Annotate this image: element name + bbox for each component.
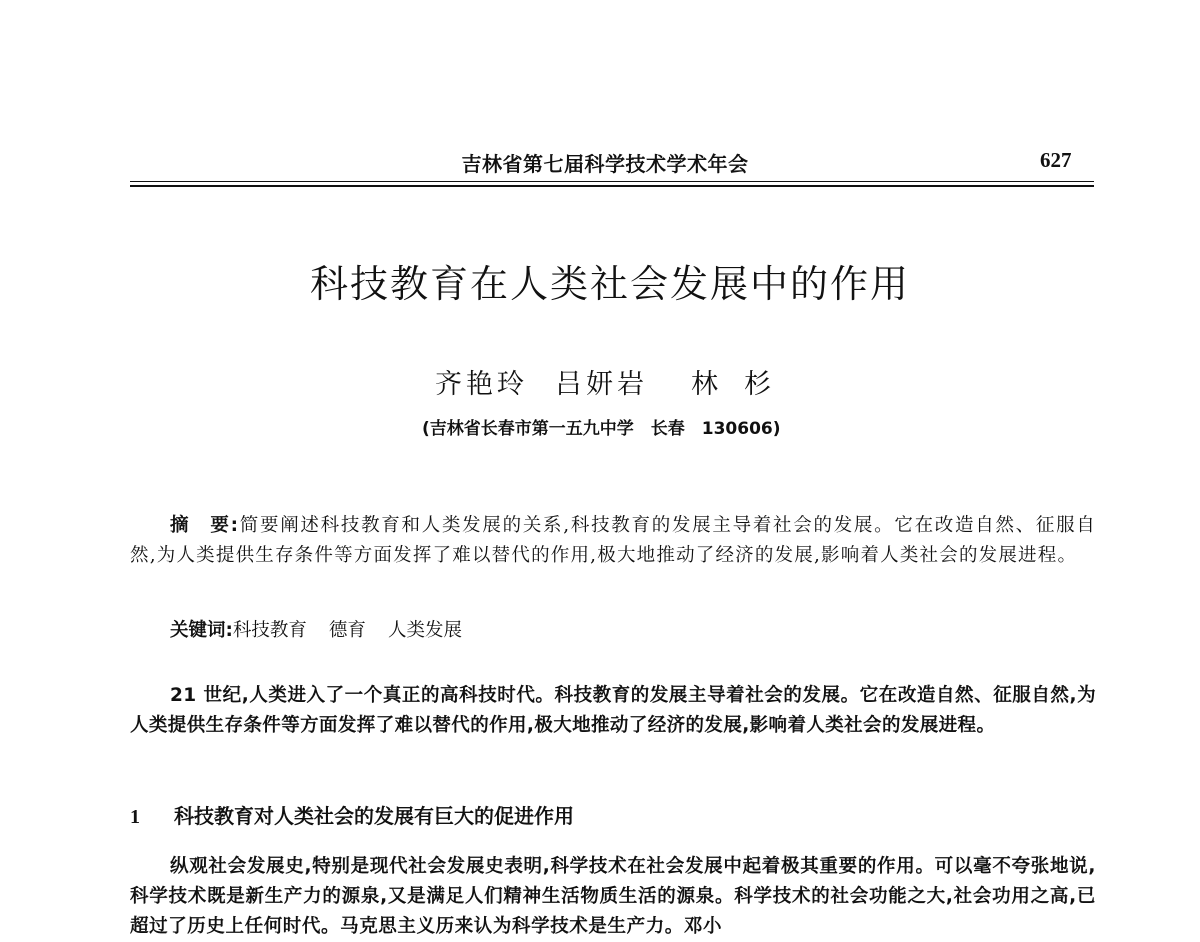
author-name: 林杉	[691, 369, 797, 400]
section-number: 1	[130, 806, 140, 828]
page-number: 627	[1040, 148, 1072, 172]
running-header-title: 吉林省第七届科学技术学术年会	[461, 152, 749, 176]
keyword: 德育	[328, 620, 366, 641]
keyword: 人类发展	[387, 620, 462, 641]
section-heading	[130, 800, 574, 829]
keyword: 科技教育	[232, 620, 307, 641]
abstract-label: 摘 要:	[170, 515, 240, 536]
header-rule-thin	[130, 181, 1094, 182]
abstract-text: 简要阐述科技教育和人类发展的关系,科技教育的发展主导着社会的发展。它在改造自然、征服自然,为人类提供生存条件等方面发挥了难以替代的作用,极大地推动了经济的发展,影响着人类社会的发展进程。	[130, 515, 1097, 566]
keywords-label: 关键词:	[170, 620, 233, 641]
intro-paragraph: 21 世纪,人类进入了一个真正的高科技时代。科技教育的发展主导着社会的发展。它在改造自然、征服自然,为人类提供生存条件等方面发挥了难以替代的作用,极大地推动了经济的发展,影响着人类社会的发展进程。	[130, 685, 1096, 736]
header-rule-thick	[130, 185, 1094, 187]
author-name: 吕妍岩	[555, 369, 648, 400]
keywords	[170, 616, 484, 642]
body-paragraph: 纵观社会发展史,特别是现代社会发展史表明,科学技术在社会发展中起着极其重要的作用。可以毫不夸张地说,科学技术既是新生产力的源泉,又是满足人们精神生活物质生活的源泉。科学技术的社会功能之大,社会功用之高,已超过了历史上任何时代。马克思主义历来认为科学技术是生产力。邓小	[130, 856, 1096, 937]
author-name: 齐艳玲	[435, 369, 528, 400]
paper-title: 科技教育在人类社会发展中的作用	[309, 262, 910, 306]
section-title: 科技教育对人类社会的发展有巨大的促进作用	[174, 804, 574, 828]
abstract	[130, 511, 1096, 571]
author-affiliation: (吉林省长春市第一五九中学 长春 130606)	[422, 419, 781, 439]
